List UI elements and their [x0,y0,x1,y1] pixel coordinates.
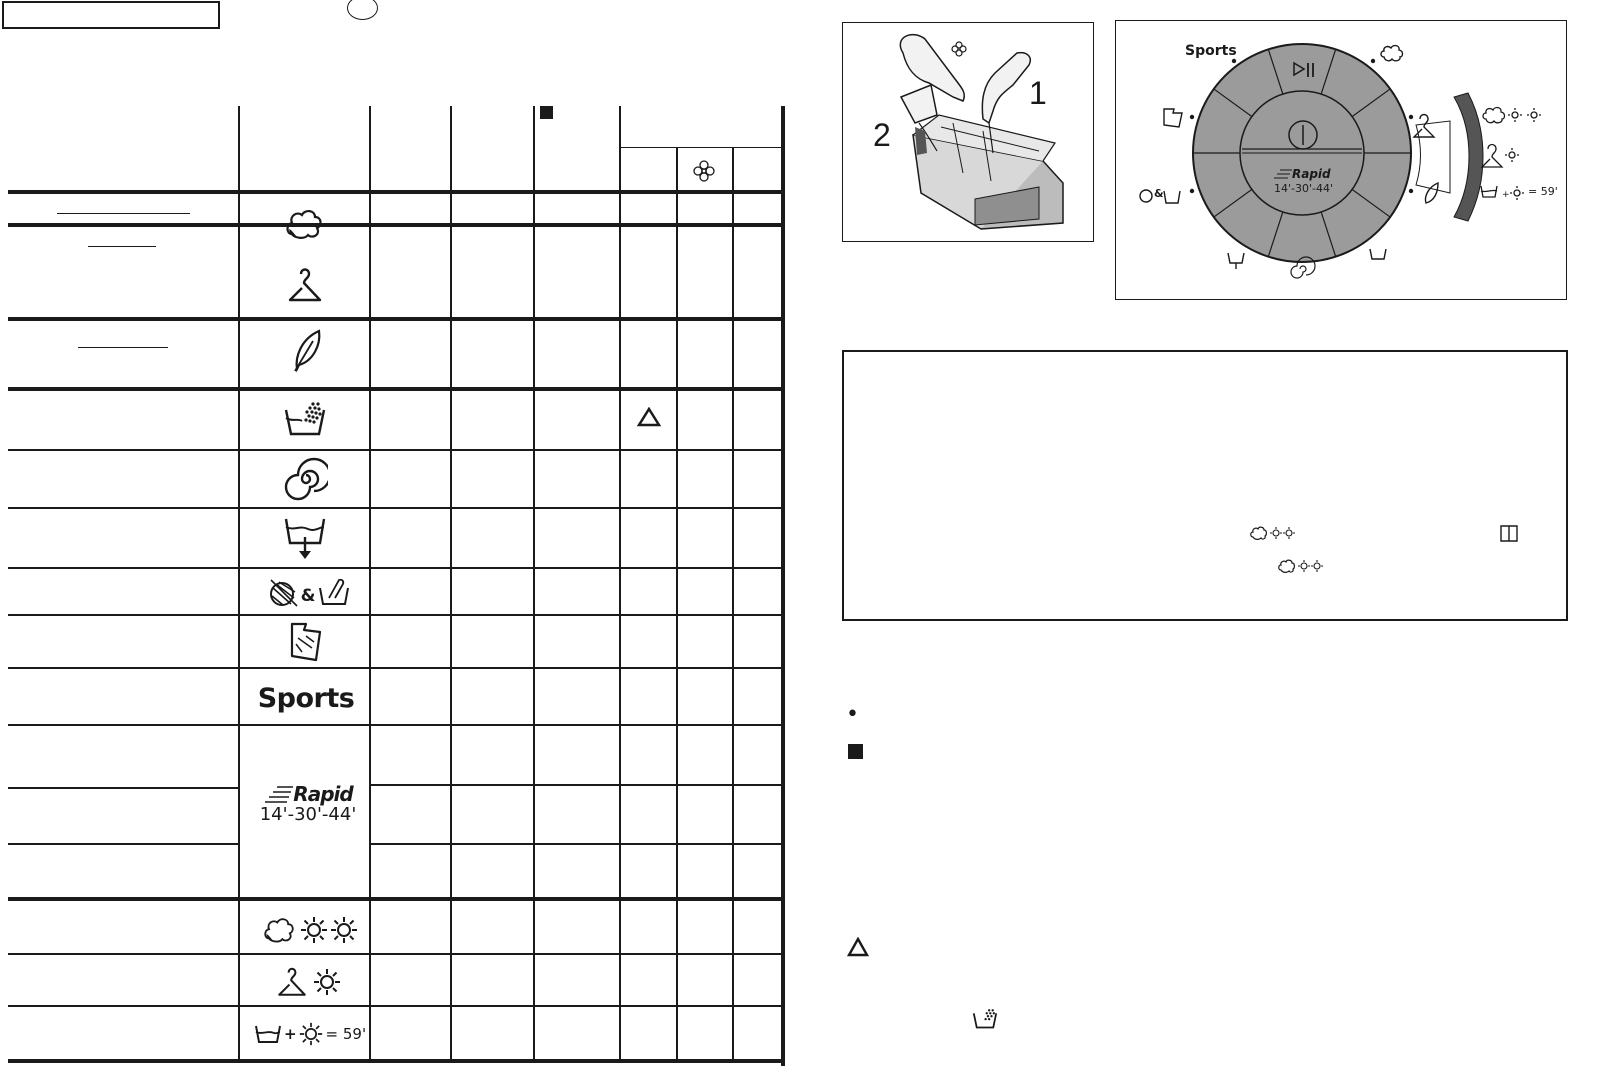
legend-rinse-icon [970,1004,1000,1032]
book-icon [1498,522,1520,544]
spin-icon [282,455,330,503]
synthetics-dry-icon [268,962,348,1002]
rapid-label: Rapid [293,782,353,806]
cotton-dry-inline-icon [1248,524,1296,542]
wash-dry-time: = 59' [325,1025,367,1043]
detergent-drawer-figure [842,22,1094,242]
sports-icon [248,676,364,720]
svg-text:+: + [1502,190,1510,200]
dial-amp: & [1154,187,1164,200]
dial-sports-label: Sports [1185,43,1237,59]
dial-quick-dry-label: = 59' [1528,185,1558,198]
rapid-times: 14'-30'-44' [259,804,357,825]
program-dial [1116,21,1566,299]
sports-label: Sports [257,682,355,714]
dial-rapid-times: 14'-30'-44' [1274,182,1334,195]
program-dial-figure [1115,20,1567,300]
compartment-label-2: 2 [873,117,891,153]
jeans-icon [282,618,330,666]
square-header-mark [540,106,553,119]
legend-triangle-icon [846,936,870,958]
synthetics-icon [282,262,328,308]
compartment-label-1: 1 [1029,75,1047,111]
note-box [842,350,1568,621]
wash-dry-icon: + = 59' [252,1016,368,1052]
softener-flower-icon [690,157,718,185]
warning-triangle-icon [636,405,662,429]
delicates-icon [284,326,328,374]
rapid-icon [250,782,366,844]
cotton-icon [280,204,328,244]
drain-icon [280,512,330,564]
cotton-dry-inline-icon-2 [1276,557,1324,575]
wool-amp: & [300,586,316,606]
dial-rapid-label: Rapid [1292,167,1331,181]
legend-square [848,744,863,759]
cotton-dry-icon [262,910,358,950]
wool-handwash-icon [262,572,354,612]
legend-dot: • [846,702,859,727]
rinse-icon [280,394,330,442]
